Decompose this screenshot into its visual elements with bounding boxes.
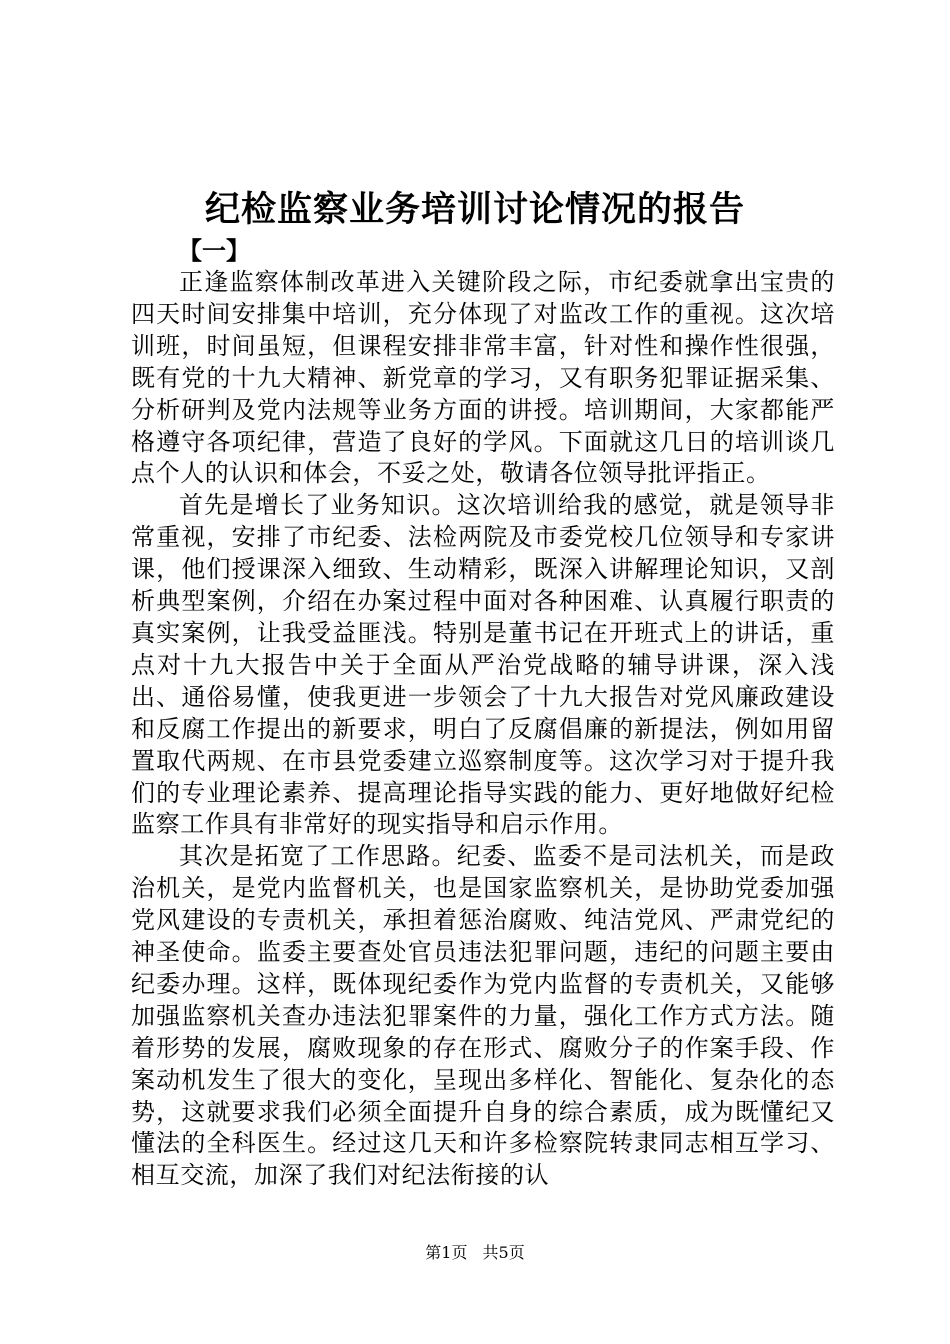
page-number: 第1页: [425, 1243, 468, 1262]
paragraph: 首先是增长了业务知识。这次培训给我的感觉，就是领导非常重视，安排了市纪委、法检两院及市委党校几位领导和专家讲课，他们授课深入细致、生动精彩，既深入讲解理论知识，又剖析典型案例，介绍在办案过程中面对各种困难、认真履行职责的真实案例，让我受益匪浅。特别是董书记在开班式上的讲话，重点对十九大报告中关于全面从严治党战略的辅导讲课，深入浅出、通俗易懂，使我更进一步领会了十九大报告对党风廉政建设和反腐工作提出的新要求，明白了反腐倡廉的新提法，例如用留置取代两规、在市县党委建立巡察制度等。这次学习对于提升我们的专业理论素养、提高理论指导实践的能力、更好地做好纪检监察工作具有非常好的现实指导和启示作用。: [131, 491, 835, 839]
page-footer: [0, 1242, 950, 1264]
paragraph: 正逢监察体制改革进入关键阶段之际，市纪委就拿出宝贵的四天时间安排集中培训，充分体现了对监改工作的重视。这次培训班，时间虽短，但课程安排非常丰富，针对性和操作性很强，既有党的十九大精神、新党章的学习，又有职务犯罪证据采集、分析研判及党内法规等业务方面的讲授。培训期间，大家都能严格遵守各项纪律，营造了良好的学风。下面就这几日的培训谈几点个人的认识和体会，不妥之处，敬请各位领导批评指正。: [131, 268, 835, 488]
page-total: 共5页: [482, 1243, 525, 1262]
document-body: [131, 267, 835, 1192]
paragraph: 其次是拓宽了工作思路。纪委、监委不是司法机关，而是政治机关，是党内监督机关，也是国家监察机关，是协助党委加强党风建设的专责机关，承担着惩治腐败、纯洁党风、严肃党纪的神圣使命。监委主要查处官员违法犯罪问题，违纪的问题主要由纪委办理。这样，既体现纪委作为党内监督的专责机关，又能够加强监察机关查办违法犯罪案件的力量，强化工作方式方法。随着形势的发展，腐败现象的存在形式、腐败分子的作案手段、作案动机发生了很大的变化，呈现出多样化、智能化、复杂化的态势，这就要求我们必须全面提升自身的综合素质，成为既懂纪又懂法的全科医生。经过这几天和许多检察院转隶同志相互学习、相互交流，加深了我们对纪法衔接的认: [131, 842, 835, 1190]
document-title: 纪检监察业务培训讨论情况的报告: [204, 189, 745, 230]
section-marker: 【一】: [178, 236, 250, 265]
